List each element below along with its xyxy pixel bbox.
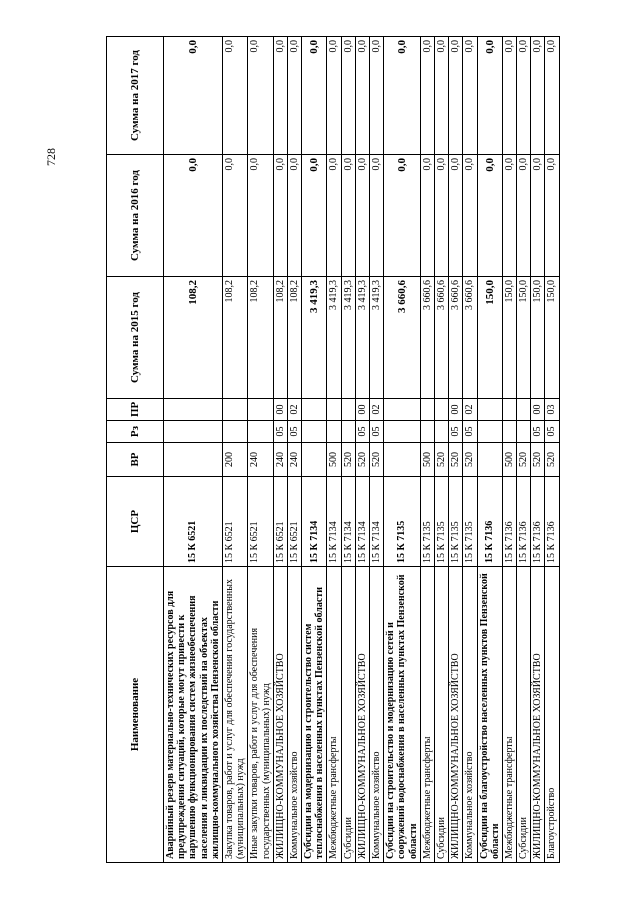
csr-cell: 15 К 7136 (545, 477, 559, 567)
table-row (248, 37, 273, 863)
sum-2016-cell: 0,0 (341, 155, 355, 277)
sum-2016-cell: 0,0 (248, 155, 273, 277)
vr-cell: 520 (531, 443, 545, 477)
sum-2015-cell: 108,2 (273, 277, 287, 399)
table-row (287, 37, 301, 863)
vr-cell: 240 (273, 443, 287, 477)
pr-cell: 00 (531, 399, 545, 421)
sum-2015-cell: 150,0 (545, 277, 559, 399)
table-row (477, 37, 502, 863)
name-cell: Коммунальное хозяйство (370, 567, 384, 863)
vr-cell (477, 443, 502, 477)
pr-cell (248, 399, 273, 421)
sum-2016-cell: 0,0 (420, 155, 434, 277)
rz-cell (302, 421, 327, 443)
pr-cell (502, 399, 516, 421)
sum-2015-cell: 3 419,3 (302, 277, 327, 399)
rz-cell (341, 421, 355, 443)
pr-cell (341, 399, 355, 421)
rz-cell: 05 (287, 421, 301, 443)
rotated-page-content (106, 37, 613, 863)
pr-cell (327, 399, 341, 421)
sum-2015-cell: 3 419,3 (355, 277, 369, 399)
sum-2017-cell: 0,0 (327, 37, 341, 155)
vr-cell: 520 (355, 443, 369, 477)
sum-2016-cell: 0,0 (302, 155, 327, 277)
name-cell: ЖИЛИЩНО-КОММУНАЛЬНОЕ ХОЗЯЙСТВО (531, 567, 545, 863)
sum-2016-cell: 0,0 (370, 155, 384, 277)
rz-cell: 05 (531, 421, 545, 443)
rz-cell: 05 (463, 421, 477, 443)
csr-cell: 15 К 6521 (164, 477, 223, 567)
sum-2015-cell: 150,0 (531, 277, 545, 399)
sum-2016-cell: 0,0 (502, 155, 516, 277)
csr-cell: 15 К 7135 (463, 477, 477, 567)
sum-2017-cell: 0,0 (302, 37, 327, 155)
rz-cell: 05 (449, 421, 463, 443)
sum-2017-cell: 0,0 (463, 37, 477, 155)
name-cell: Коммунальное хозяйство (287, 567, 301, 863)
sum-2016-cell: 0,0 (327, 155, 341, 277)
csr-cell: 15 К 7136 (502, 477, 516, 567)
pr-cell: 00 (355, 399, 369, 421)
name-cell: Субсидии (341, 567, 355, 863)
rz-cell: 05 (545, 421, 559, 443)
name-cell: ЖИЛИЩНО-КОММУНАЛЬНОЕ ХОЗЯЙСТВО (449, 567, 463, 863)
sum-2017-cell: 0,0 (355, 37, 369, 155)
rz-cell (420, 421, 434, 443)
csr-cell: 15 К 6521 (222, 477, 247, 567)
vr-cell: 240 (248, 443, 273, 477)
sum-2017-cell: 0,0 (370, 37, 384, 155)
sum-2016-cell: 0,0 (531, 155, 545, 277)
pr-cell (384, 399, 421, 421)
name-cell: Закупка товаров, работ и услуг для обеспечения государственных (муниципальных) нужд (222, 567, 247, 863)
sum-2017-cell: 0,0 (341, 37, 355, 155)
sum-2016-cell: 0,0 (287, 155, 301, 277)
sum-2016-cell: 0,0 (434, 155, 448, 277)
vr-cell: 520 (341, 443, 355, 477)
vr-cell: 240 (287, 443, 301, 477)
header-sum-2017: Сумма на 2017 год (107, 37, 164, 155)
table-row (463, 37, 477, 863)
sum-2015-cell: 108,2 (287, 277, 301, 399)
csr-cell: 15 К 7135 (449, 477, 463, 567)
sum-2017-cell: 0,0 (420, 37, 434, 155)
name-cell: Субсидии на модернизацию и строительство систем теплоснабжения в населенных пунктах Пензенской области (302, 567, 327, 863)
sum-2015-cell: 108,2 (164, 277, 223, 399)
pr-cell: 00 (449, 399, 463, 421)
table-row (517, 37, 531, 863)
name-cell: ЖИЛИЩНО-КОММУНАЛЬНОЕ ХОЗЯЙСТВО (273, 567, 287, 863)
table-row (449, 37, 463, 863)
csr-cell: 15 К 7136 (517, 477, 531, 567)
rz-cell (477, 421, 502, 443)
sum-2017-cell: 0,0 (545, 37, 559, 155)
pr-cell (302, 399, 327, 421)
csr-cell: 15 К 6521 (287, 477, 301, 567)
sum-2015-cell: 3 660,6 (384, 277, 421, 399)
table-row (222, 37, 247, 863)
vr-cell: 520 (449, 443, 463, 477)
sum-2016-cell: 0,0 (355, 155, 369, 277)
sum-2015-cell: 108,2 (248, 277, 273, 399)
sum-2017-cell: 0,0 (449, 37, 463, 155)
sum-2016-cell: 0,0 (449, 155, 463, 277)
sum-2015-cell: 150,0 (502, 277, 516, 399)
header-sum-2016: Сумма на 2016 год (107, 155, 164, 277)
csr-cell: 15 К 7135 (434, 477, 448, 567)
sum-2016-cell: 0,0 (517, 155, 531, 277)
csr-cell: 15 К 7134 (341, 477, 355, 567)
table-row (370, 37, 384, 863)
rz-cell: 05 (370, 421, 384, 443)
vr-cell: 200 (222, 443, 247, 477)
vr-cell: 500 (420, 443, 434, 477)
csr-cell: 15 К 7134 (302, 477, 327, 567)
sum-2015-cell: 150,0 (517, 277, 531, 399)
sum-2015-cell: 3 419,3 (327, 277, 341, 399)
vr-cell: 500 (502, 443, 516, 477)
csr-cell: 15 К 7135 (384, 477, 421, 567)
csr-cell: 15 К 6521 (248, 477, 273, 567)
vr-cell: 500 (327, 443, 341, 477)
csr-cell: 15 К 6521 (273, 477, 287, 567)
budget-table (106, 36, 560, 863)
sum-2015-cell: 3 419,3 (370, 277, 384, 399)
name-cell: Благоустройство (545, 567, 559, 863)
rz-cell (502, 421, 516, 443)
pr-cell (477, 399, 502, 421)
table-row (355, 37, 369, 863)
header-sum-2015: Сумма на 2015 год (107, 277, 164, 399)
csr-cell: 15 К 7134 (370, 477, 384, 567)
pr-cell (420, 399, 434, 421)
sum-2017-cell: 0,0 (164, 37, 223, 155)
rz-cell (327, 421, 341, 443)
pr-cell: 02 (463, 399, 477, 421)
csr-cell: 15 К 7135 (420, 477, 434, 567)
name-cell: ЖИЛИЩНО-КОММУНАЛЬНОЕ ХОЗЯЙСТВО (355, 567, 369, 863)
sum-2015-cell: 3 419,3 (341, 277, 355, 399)
vr-cell: 520 (463, 443, 477, 477)
table-row (420, 37, 434, 863)
sum-2016-cell: 0,0 (545, 155, 559, 277)
pr-cell (222, 399, 247, 421)
vr-cell (384, 443, 421, 477)
vr-cell (302, 443, 327, 477)
rz-cell (517, 421, 531, 443)
vr-cell: 520 (370, 443, 384, 477)
vr-cell (164, 443, 223, 477)
header-pr: ПР (107, 399, 164, 421)
pr-cell: 00 (273, 399, 287, 421)
sum-2016-cell: 0,0 (222, 155, 247, 277)
rz-cell: 05 (273, 421, 287, 443)
header-vr: ВР (107, 443, 164, 477)
page-number: 728 (44, 148, 58, 166)
sum-2017-cell: 0,0 (384, 37, 421, 155)
table-row (327, 37, 341, 863)
sum-2017-cell: 0,0 (434, 37, 448, 155)
name-cell: Субсидии на благоустройство населенных пунктов Пензенской области (477, 567, 502, 863)
rz-cell: 05 (355, 421, 369, 443)
rz-cell (248, 421, 273, 443)
sum-2015-cell: 3 660,6 (420, 277, 434, 399)
pr-cell (434, 399, 448, 421)
name-cell: Межбюджетные трансферты (420, 567, 434, 863)
sum-2017-cell: 0,0 (222, 37, 247, 155)
vr-cell: 520 (517, 443, 531, 477)
sum-2015-cell: 150,0 (477, 277, 502, 399)
csr-cell: 15 К 7134 (327, 477, 341, 567)
table-row (273, 37, 287, 863)
header-csr: ЦСР (107, 477, 164, 567)
sum-2017-cell: 0,0 (273, 37, 287, 155)
sum-2017-cell: 0,0 (477, 37, 502, 155)
csr-cell: 15 К 7136 (477, 477, 502, 567)
sum-2015-cell: 3 660,6 (434, 277, 448, 399)
header-name: Наименование (107, 567, 164, 863)
sum-2016-cell: 0,0 (477, 155, 502, 277)
pr-cell (164, 399, 223, 421)
sum-2017-cell: 0,0 (287, 37, 301, 155)
sum-2015-cell: 108,2 (222, 277, 247, 399)
vr-cell: 520 (545, 443, 559, 477)
table-header-row (107, 37, 164, 863)
table-row (545, 37, 559, 863)
csr-cell: 15 К 7136 (531, 477, 545, 567)
table-row (531, 37, 545, 863)
name-cell: Межбюджетные трансферты (502, 567, 516, 863)
rz-cell (384, 421, 421, 443)
table-body (164, 37, 560, 863)
table-row (341, 37, 355, 863)
sum-2017-cell: 0,0 (248, 37, 273, 155)
name-cell: Субсидии (434, 567, 448, 863)
csr-cell: 15 К 7134 (355, 477, 369, 567)
header-rz: Рз (107, 421, 164, 443)
pr-cell (517, 399, 531, 421)
table-row (164, 37, 223, 863)
pr-cell: 03 (545, 399, 559, 421)
sum-2016-cell: 0,0 (384, 155, 421, 277)
vr-cell: 520 (434, 443, 448, 477)
name-cell: Аварийный резерв материально-технических ресурсов для предупреждения ситуаций, которые могут привести к нарушению функционирования систем жизнеобеспечения населения и ликвидации их последствий на объектах жилищно-коммунального хозяйства Пензенской области (164, 567, 223, 863)
sum-2017-cell: 0,0 (517, 37, 531, 155)
sum-2017-cell: 0,0 (531, 37, 545, 155)
name-cell: Коммунальное хозяйство (463, 567, 477, 863)
table-row (302, 37, 327, 863)
sum-2016-cell: 0,0 (463, 155, 477, 277)
rz-cell (164, 421, 223, 443)
pr-cell: 02 (287, 399, 301, 421)
name-cell: Субсидии на строительство и модернизацию сетей и сооружений водоснабжения в населенных пунктах Пензенской области (384, 567, 421, 863)
name-cell: Иные закупки товаров, работ и услуг для обеспечения государственных (муниципальных) нужд (248, 567, 273, 863)
sum-2016-cell: 0,0 (164, 155, 223, 277)
sum-2015-cell: 3 660,6 (449, 277, 463, 399)
table-row (384, 37, 421, 863)
name-cell: Межбюджетные трансферты (327, 567, 341, 863)
rz-cell (222, 421, 247, 443)
rz-cell (434, 421, 448, 443)
name-cell: Субсидии (517, 567, 531, 863)
sum-2016-cell: 0,0 (273, 155, 287, 277)
table-row (502, 37, 516, 863)
pr-cell: 02 (370, 399, 384, 421)
sum-2015-cell: 3 660,6 (463, 277, 477, 399)
table-row (434, 37, 448, 863)
sum-2017-cell: 0,0 (502, 37, 516, 155)
